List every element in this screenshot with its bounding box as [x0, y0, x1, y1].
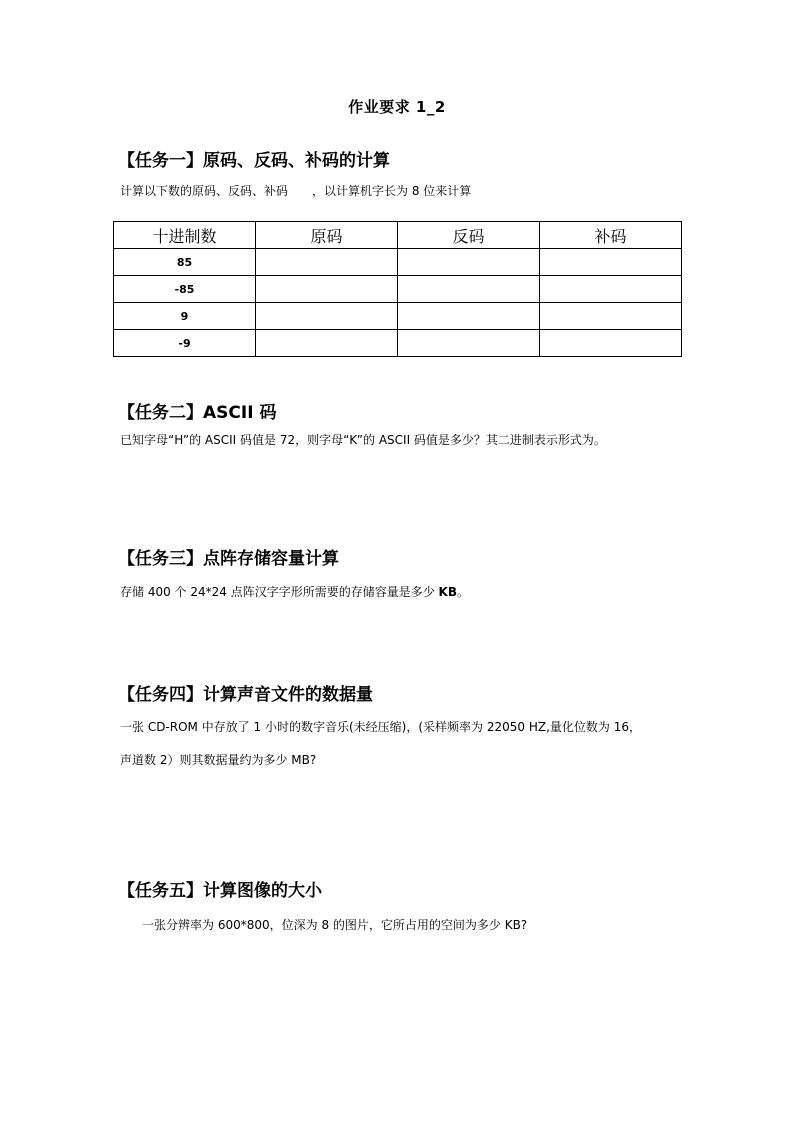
task5-description: 一张分辨率为 600*800，位深为 8 的图片，它所占用的空间为多少 KB?	[142, 918, 528, 932]
task4-description-line1: 一张 CD-ROM 中存放了 1 小时的数字音乐(未经压缩)，(采样频率为 22050 HZ,量化位数为 16，	[120, 720, 641, 734]
task2-heading: 【任务二】ASCII 码	[118, 403, 277, 423]
table-header-row	[114, 222, 682, 249]
table-row	[114, 303, 682, 330]
original-code-cell	[256, 249, 398, 276]
task1-description: 计算以下数的原码、反码、补码 ，以计算机字长为 8 位来计算	[120, 184, 472, 198]
document-title: 作业要求 1_2	[348, 98, 446, 116]
task2-description: 已知字母“H”的 ASCII 码值是 72，则字母“K”的 ASCII 码值是多少？其二进制表示形式为。	[120, 433, 606, 447]
column-header-ones-complement: 反码	[398, 222, 540, 249]
task4-heading: 【任务四】计算声音文件的数据量	[118, 685, 373, 705]
ones-complement-cell	[398, 276, 540, 303]
ones-complement-cell	[398, 330, 540, 357]
decimal-cell: -85	[114, 276, 256, 303]
decimal-cell: -9	[114, 330, 256, 357]
twos-complement-cell	[540, 303, 682, 330]
column-header-decimal: 十进制数	[114, 222, 256, 249]
task3-heading: 【任务三】点阵存储容量计算	[118, 549, 339, 569]
original-code-cell	[256, 303, 398, 330]
task3-description-end: 。	[456, 585, 469, 599]
table-row	[114, 276, 682, 303]
task3-description-text: 存储 400 个 24*24 点阵汉字字形所需要的存储容量是多少	[120, 585, 439, 599]
ones-complement-cell	[398, 249, 540, 276]
twos-complement-cell	[540, 330, 682, 357]
task3-unit: KB	[438, 585, 457, 599]
twos-complement-cell	[540, 276, 682, 303]
ones-complement-cell	[398, 303, 540, 330]
original-code-cell	[256, 276, 398, 303]
column-header-original-code: 原码	[256, 222, 398, 249]
original-code-cell	[256, 330, 398, 357]
column-header-twos-complement: 补码	[540, 222, 682, 249]
table-row	[114, 330, 682, 357]
task4-description-line2: 声道数 2）则其数据量约为多少 MB?	[120, 753, 317, 767]
task1-heading: 【任务一】原码、反码、补码的计算	[118, 151, 390, 171]
task5-heading: 【任务五】计算图像的大小	[118, 881, 322, 901]
table-row	[114, 249, 682, 276]
task3-description	[120, 583, 469, 600]
code-conversion-table	[113, 221, 682, 357]
decimal-cell: 9	[114, 303, 256, 330]
twos-complement-cell	[540, 249, 682, 276]
decimal-cell: 85	[114, 249, 256, 276]
